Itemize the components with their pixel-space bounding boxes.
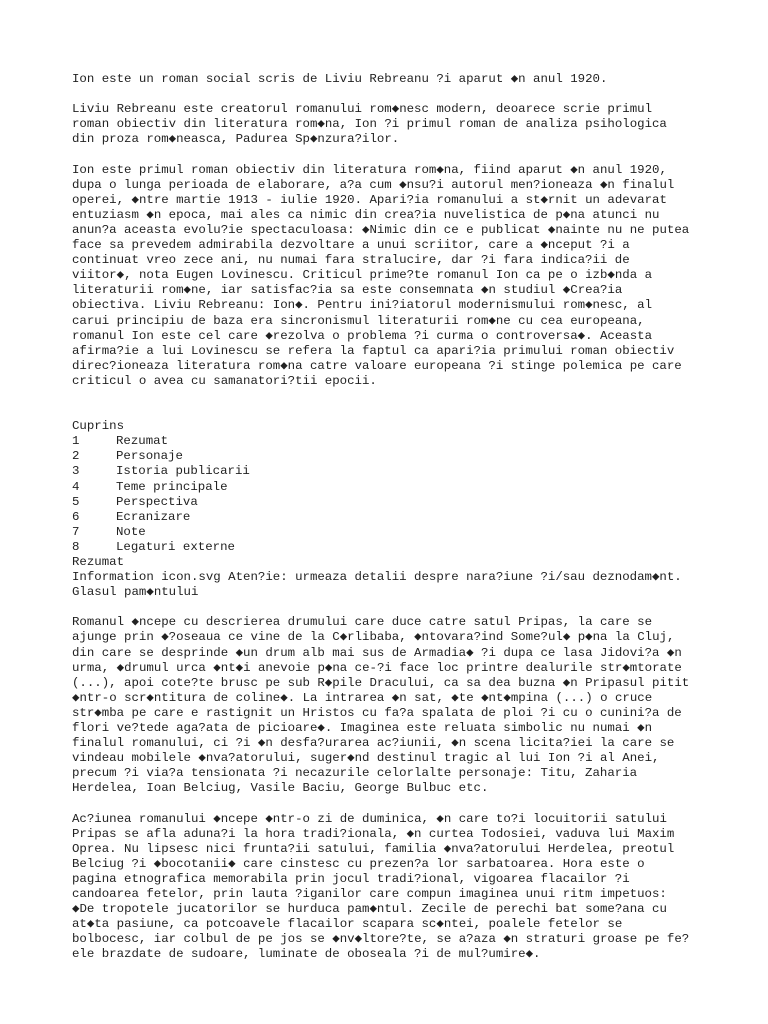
text-line: pagina etnografica memorabila prin jocul tradi?ional, vigoarea flacailor ?i xyxy=(72,871,630,886)
toc-item-number: 1 xyxy=(72,434,80,449)
toc-item-number: 7 xyxy=(72,524,80,539)
paragraph-gap xyxy=(72,147,712,162)
toc-item-label[interactable]: Legaturi externe xyxy=(116,539,235,554)
toc-item-number: 6 xyxy=(72,509,80,524)
text-line: Belciug ?i ◆bocotanii◆ care cinstesc cu prezen?a lor sarbatoarea. Hora este o xyxy=(72,856,645,871)
text-line: carui principiu de baza era sincronismul literaturii rom◆ne cu cea europeana, xyxy=(72,313,645,328)
text-line: at◆ta pasiune, ca potcoavele flacailor scapara sc◆ntei, poalele fetelor se xyxy=(72,917,623,932)
text-line: romanul Ion este cel care ◆rezolva o problema ?i curma o controversa◆. Aceasta xyxy=(72,328,653,343)
paragraph-objective-novel xyxy=(72,163,712,389)
text-line: flori ve?tede aga?ata de picioare◆. Imaginea este reluata simbolic nu numai ◆n xyxy=(72,721,653,736)
spoiler-notice: Information icon.svg Aten?ie: urmeaza detalii despre nara?iune ?i/sau deznodam◆nt. xyxy=(72,570,682,585)
section-heading: Rezumat xyxy=(72,555,125,569)
text-line: finalul romanului, ci ?i ◆n desfa?urarea ac?iunii, ◆n scena licita?iei la care se xyxy=(72,736,675,751)
text-line: ele brazdate de sudoare, luminate de oboseala ?i de mul?umire◆. xyxy=(72,947,541,962)
text-line: obiectiva. Liviu Rebreanu: Ion◆. Pentru ini?iatorul modernismului rom◆nesc, al xyxy=(72,298,653,313)
text-line: ajunge prin ◆?oseaua ce vine de la C◆rlibaba, ◆ntovara?ind Some?ul◆ p◆na la Cluj, xyxy=(72,630,675,645)
text-line: ◆ntr-o scr◆ntitura de coline◆. La intrarea ◆n sat, ◆te ◆nt◆mpina (...) o cruce xyxy=(72,690,653,705)
text-line: dupa o lunga perioada de elaborare, a?a cum ◆nsu?i autorul men?ioneaza ◆n finalul xyxy=(72,177,675,192)
subsection-heading: Glasul pam◆ntului xyxy=(72,585,199,600)
paragraph-gap xyxy=(72,797,712,812)
text-line: afirma?ie a lui Lovinescu se refera la faptul ca apari?ia primului roman obiectiv xyxy=(72,343,675,358)
toc-item-number: 3 xyxy=(72,464,80,479)
table-of-contents xyxy=(72,419,712,555)
text-line: literaturii rom◆ne, iar satisfac?ia sa este consemnata ◆n studiul ◆Crea?ia xyxy=(72,283,623,298)
paragraph-action-begins xyxy=(72,812,712,963)
toc-item[interactable] xyxy=(72,525,712,540)
toc-item-label[interactable]: Perspectiva xyxy=(116,494,198,509)
text-line: Ion este primul roman obiectiv din literatura rom◆na, fiind aparut ◆n anul 1920, xyxy=(72,162,667,177)
text-line: Oprea. Nu lipsesc nici frunta?ii satului, familia ◆nva?atorului Herdelea, preotul xyxy=(72,841,675,856)
text-line: entuziasm ◆n epoca, mai ales ca nimic din crea?ia nuvelistica de p◆na atunci nu xyxy=(72,207,660,222)
toc-item-label[interactable]: Rezumat xyxy=(116,434,169,449)
toc-item-label[interactable]: Ecranizare xyxy=(116,509,191,524)
paragraph-gap xyxy=(72,87,712,102)
text-line: precum ?i via?a tensionata ?i necazurile celorlalte personaje: Titu, Zaharia xyxy=(72,766,638,781)
document-page xyxy=(72,72,712,963)
toc-item-number: 2 xyxy=(72,449,80,464)
text-line: roman obiectiv din literatura rom◆na, Ion ?i primul roman de analiza psihologica xyxy=(72,117,667,132)
toc-item-label[interactable]: Teme principale xyxy=(116,479,228,494)
toc-item[interactable] xyxy=(72,449,712,464)
toc-item-number: 5 xyxy=(72,494,80,509)
text-line: Liviu Rebreanu este creatorul romanului rom◆nesc modern, deoarece scrie primul xyxy=(72,102,653,117)
text-line: urma, ◆drumul urca ◆nt◆i anevoie p◆na ce-?i face loc printre dealurile str◆mtorate xyxy=(72,660,682,675)
text-line: vindeau mobilele ◆nva?atorului, suger◆nd destinul tragic al lui Ion ?i al Anei, xyxy=(72,751,660,766)
paragraph-novel-opening xyxy=(72,615,712,796)
intro-paragraph: Ion este un roman social scris de Liviu Rebreanu ?i aparut ◆n anul 1920. xyxy=(72,72,608,86)
text-line: face sa prevedem admirabila dezvoltare a unui scriitor, care a ◆nceput ?i a xyxy=(72,238,630,253)
text-line: operei, ◆ntre martie 1913 - iulie 1920. Apari?ia romanului a st◆rnit un adevarat xyxy=(72,192,667,207)
toc-item[interactable] xyxy=(72,480,712,495)
text-line: str◆mba pe care e rastignit un Hristos cu fa?a spalata de ploi ?i cu o cunini?a de xyxy=(72,705,682,720)
text-line: (...), apoi cote?te brusc pe sub R◆pile Dracului, ca sa dea buzna ◆n Pripasul pitit xyxy=(72,675,690,690)
toc-item[interactable] xyxy=(72,540,712,555)
toc-title: Cuprins xyxy=(72,419,125,434)
text-line: continuat vreo zece ani, nu numai fara stralucire, dar ?i fara indica?ii de xyxy=(72,253,630,268)
text-line: direc?ioneaza literatura rom◆na catre valoare europeana ?i stinge polemica pe care xyxy=(72,358,682,373)
text-line: Romanul ◆ncepe cu descrierea drumului care duce catre satul Pripas, la care se xyxy=(72,615,653,630)
paragraph-creator xyxy=(72,102,712,147)
paragraph-gap xyxy=(72,389,712,419)
text-line: Ac?iunea romanului ◆ncepe ◆ntr-o zi de duminica, ◆n care to?i locuitorii satului xyxy=(72,811,667,826)
text-line: anun?a aceasta evolu?ie spectaculoasa: ◆Nimic din ce e publicat ◆nainte nu ne putea xyxy=(72,222,690,237)
toc-item[interactable] xyxy=(72,464,712,479)
text-line: ◆De tropotele jucatorilor se hurduca pam◆ntul. Zecile de perechi bat some?ana cu xyxy=(72,902,667,917)
paragraph-gap xyxy=(72,600,712,615)
text-line: din care se desprinde ◆un drum alb mai sus de Armadia◆ ?i dupa ce lasa Jidovi?a ◆n xyxy=(72,645,682,660)
text-line: bolbocesc, iar colbul de pe jos se ◆nv◆ltore?te, se a?aza ◆n straturi groase pe fe? xyxy=(72,932,690,947)
toc-item-number: 4 xyxy=(72,479,80,494)
text-line: din proza rom◆neasca, Padurea Sp◆nzura?ilor. xyxy=(72,132,400,147)
toc-item-label[interactable]: Note xyxy=(116,524,146,539)
toc-item-label[interactable]: Personaje xyxy=(116,449,183,464)
text-line: viitor◆, nota Eugen Lovinescu. Criticul prime?te romanul Ion ca pe o izb◆nda a xyxy=(72,268,653,283)
text-line: Herdelea, Ioan Belciug, Vasile Baciu, George Bulbuc etc. xyxy=(72,781,489,796)
text-line: candoarea fetelor, prin lauta ?iganilor care compun imaginea unui ritm impetuos: xyxy=(72,887,667,902)
toc-item[interactable] xyxy=(72,510,712,525)
toc-item[interactable] xyxy=(72,495,712,510)
text-line: criticul o avea cu samanatori?tii epocii. xyxy=(72,373,377,388)
toc-item-number: 8 xyxy=(72,539,80,554)
toc-item[interactable] xyxy=(72,434,712,449)
toc-item-label[interactable]: Istoria publicarii xyxy=(116,464,250,479)
text-line: Pripas se afla aduna?i la hora tradi?ionala, ◆n curtea Todosiei, vaduva lui Maxim xyxy=(72,826,675,841)
